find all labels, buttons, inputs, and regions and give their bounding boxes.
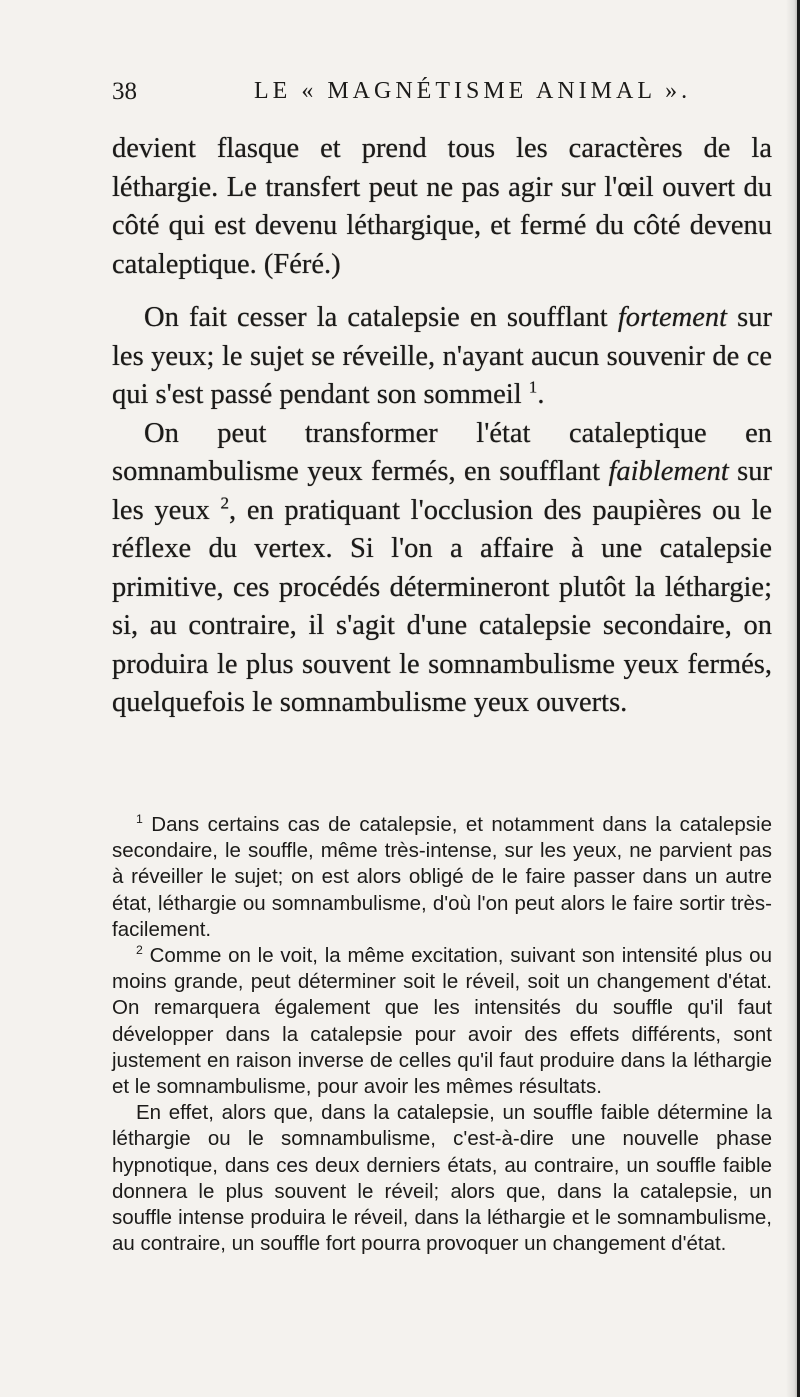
paragraph-2-text-a: On fait cesser la catalepsie en soufflant	[144, 302, 618, 333]
page-number: 38	[112, 78, 137, 105]
paragraph-2-emphasis: fortement	[617, 302, 728, 333]
main-text	[112, 130, 772, 723]
paragraph-3-text-a: On peut transformer l'état cataleptique en somnambulisme yeux fermés, en soufflant	[112, 417, 772, 487]
footnote-2	[112, 943, 772, 1100]
paragraph-3-emphasis: faiblement	[608, 456, 729, 487]
paragraph-3-text-c: , en pratiquant l'occlusion des paupières ou le réflexe du vertex. Si l'on a affaire à une catalepsie primitive, ces procédés détermineront plutôt la léthargie; si, au contraire, il s'agit d'une catalepsie secondaire, on produira le plus souvent le somnambulisme yeux fermés, quelquefois le somnambulisme yeux ouverts.	[112, 494, 773, 718]
paragraph-2-text-c: .	[537, 379, 545, 410]
running-head	[112, 78, 772, 114]
paragraph-3-text-b: sur les yeux	[112, 456, 772, 526]
footnote-1-text: Dans certains cas de catalepsie, et notamment dans la catalepsie secondaire, le souffle, même très-intense, sur les yeux, ne parvient pas à réveiller le sujet; on est alors obligé de le faire passer dans un autre état, léthargie ou somnambulisme, d'où l'on peut alors le faire sortir très-facilement.	[112, 813, 772, 941]
footnote-1-mark: 1	[136, 812, 143, 827]
paragraph-2-text-b: sur les yeux; le sujet se réveille, n'ayant aucun souvenir de ce qui s'est passé pendant son sommeil	[112, 302, 772, 410]
footnote-ref-2[interactable]: 2	[220, 493, 230, 512]
running-title: LE « MAGNÉTISME ANIMAL ».	[254, 78, 692, 104]
footnote-ref-1[interactable]: 1	[528, 377, 538, 397]
paragraph-3	[112, 415, 772, 723]
paragraph-2	[112, 299, 772, 415]
footnote-2-mark: 2	[136, 943, 143, 958]
footnote-2-continued: En effet, alors que, dans la catalepsie, un souffle faible détermine la léthargie ou le somnambulisme, c'est-à-dire une nouvelle phase hypnotique, dans ces deux derniers états, au contraire, un souffle faible donnera le plus souvent le réveil; alors que, dans la catalepsie, un souffle intense produira le réveil, dans la léthargie et le somnambulisme, au contraire, un souffle fort pourra provoquer un changement d'état.	[112, 1101, 772, 1256]
footnote-2-text: Comme on le voit, la même excitation, suivant son intensité plus ou moins grande, peut déterminer soit le réveil, soit un changement d'état. On remarquera également que les intensités du souffle qu'il faut développer dans la catalepsie pour avoir des effets différents, sont justement en raison inverse de celles qu'il faut produire dans la léthargie et le somnambulisme, pour avoir les mêmes résultats.	[112, 944, 772, 1099]
footnotes	[112, 812, 772, 1257]
paragraph-1: devient flasque et prend tous les caractères de la léthargie. Le transfert peut ne pas agir sur l'œil ouvert du côté qui est devenu léthargique, et fermé du côté devenu cataleptique. (Féré.)	[112, 133, 772, 280]
footnote-1	[112, 812, 772, 943]
